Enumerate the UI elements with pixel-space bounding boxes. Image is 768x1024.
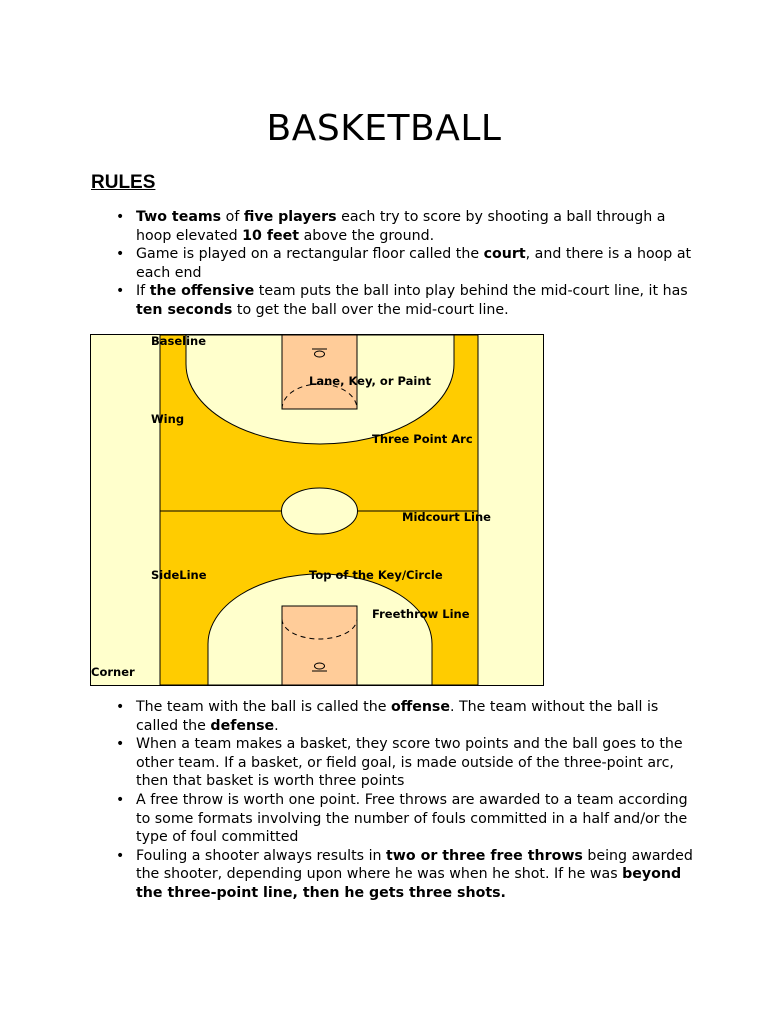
rule-emphasis: defense (210, 717, 275, 734)
label-freethrow-line: Freethrow Line (372, 607, 470, 621)
rule-item (116, 282, 696, 319)
label-corner: Corner (91, 665, 135, 679)
section-heading-rules: RULES (91, 172, 156, 193)
rule-text: being awarded the shooter, depending upon where he was when he shot. If he was (136, 847, 693, 883)
rules-list-bottom (116, 698, 696, 903)
rule-emphasis: 10 feet (242, 227, 300, 244)
lane-bottom (282, 606, 357, 685)
lane-top (282, 335, 357, 409)
rule-text: each try to score by shooting a ball through a hoop elevated (136, 209, 666, 244)
label-midcourt-line: Midcourt Line (402, 510, 491, 524)
rule-text: of (221, 209, 244, 225)
rule-item (116, 847, 696, 903)
rule-emphasis: two or three free throws (386, 847, 583, 864)
rule-text: above the ground. (299, 227, 435, 244)
label-sideline: SideLine (151, 568, 207, 582)
rule-item (116, 735, 696, 791)
rule-text: If (136, 283, 150, 300)
rule-text: . The team without the ball is called the (136, 699, 659, 734)
rule-emphasis: offense (390, 699, 450, 715)
label-lane: Lane, Key, or Paint (309, 374, 432, 388)
rule-text: When a team makes a basket, they score two points and the ball goes to the other team. If a basket, or field goal, is made outside of the three-point arc, then that basket is worth three points (136, 736, 683, 790)
rule-emphasis: five players (243, 209, 337, 225)
rule-item (116, 245, 696, 282)
label-three-point-arc: Three Point Arc (372, 432, 473, 446)
rule-text: Fouling a shooter always results in (136, 847, 387, 864)
rule-item (116, 791, 696, 847)
rule-text: A free throw is worth one point. Free throws are awarded to a team according to some formats involving the number of fouls committed in a half and/or the type of foul committed (136, 791, 688, 846)
page-title: BASKETBALL (266, 108, 502, 149)
rule-text: , and there is a hoop at each end (136, 246, 692, 281)
label-wing: Wing (151, 412, 185, 426)
label-top-of-key: Top of the Key/Circle (309, 568, 443, 582)
court-diagram-svg (90, 334, 544, 686)
rule-emphasis: the offensive (149, 283, 255, 300)
center-circle (282, 488, 358, 534)
rule-emphasis: ten seconds (136, 301, 233, 318)
rule-item (116, 698, 696, 735)
rule-item (116, 208, 696, 245)
rule-text: The team with the ball is called the (136, 699, 391, 715)
court-diagram (90, 334, 544, 686)
rule-emphasis: court (483, 246, 526, 263)
rule-text: . (274, 717, 279, 734)
rule-emphasis: beyond the three-point line, then he gets three shots. (136, 866, 682, 901)
rule-emphasis: Two teams (136, 209, 222, 225)
rule-text: team puts the ball into play behind the mid-court line, it has (254, 283, 688, 300)
label-baseline: Baseline (151, 334, 207, 348)
rule-text: to get the ball over the mid-court line. (232, 301, 509, 318)
rules-list-top (116, 208, 696, 320)
rule-text: Game is played on a rectangular floor called the (136, 246, 484, 263)
